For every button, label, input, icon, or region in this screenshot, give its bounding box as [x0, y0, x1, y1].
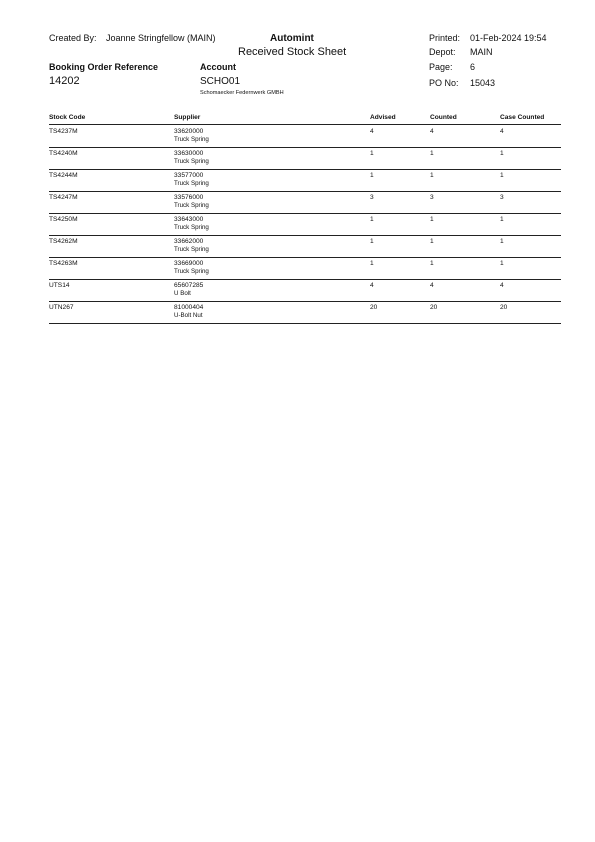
account-code: SCHO01 — [200, 76, 241, 87]
printed-value: 01-Feb-2024 19:54 — [470, 33, 547, 43]
counted-qty: 4 — [430, 282, 434, 289]
advised-qty: 3 — [370, 194, 374, 201]
counted-qty: 1 — [430, 260, 434, 267]
counted-qty: 1 — [430, 150, 434, 157]
item-description: Truck Spring — [174, 158, 209, 165]
stock-code: UTS14 — [49, 282, 70, 289]
account-label: Account — [200, 62, 236, 72]
item-description: Truck Spring — [174, 180, 209, 187]
counted-qty: 3 — [430, 194, 434, 201]
case-counted-qty: 1 — [500, 172, 504, 179]
column-header-supplier: Supplier — [174, 114, 201, 121]
case-counted-qty: 1 — [500, 260, 504, 267]
supplier-code: 33630000 — [174, 150, 204, 157]
table-row — [49, 301, 561, 324]
supplier-code: 81000404 — [174, 304, 204, 311]
case-counted-qty: 4 — [500, 282, 504, 289]
supplier-code: 33620000 — [174, 128, 204, 135]
item-description: Truck Spring — [174, 246, 209, 253]
case-counted-qty: 20 — [500, 304, 508, 311]
column-header-case-counted: Case Counted — [500, 114, 545, 121]
stock-code: TS4263M — [49, 260, 78, 267]
case-counted-qty: 3 — [500, 194, 504, 201]
supplier-code: 33669000 — [174, 260, 204, 267]
page-label: Page: — [429, 62, 453, 72]
po-value: 15043 — [470, 78, 496, 88]
supplier-code: 33576000 — [174, 194, 204, 201]
advised-qty: 4 — [370, 282, 374, 289]
stock-code: TS4244M — [49, 172, 78, 179]
table-row — [49, 279, 561, 302]
counted-qty: 4 — [430, 128, 434, 135]
item-description: Truck Spring — [174, 202, 209, 209]
company-name: Automint — [270, 33, 314, 44]
table-row — [49, 191, 561, 214]
stock-code: UTN267 — [49, 304, 74, 311]
supplier-code: 33662000 — [174, 238, 204, 245]
stock-code: TS4250M — [49, 216, 78, 223]
table-row — [49, 125, 561, 148]
table-row — [49, 169, 561, 192]
stock-code: TS4240M — [49, 150, 78, 157]
stock-code: TS4262M — [49, 238, 78, 245]
document-title: Received Stock Sheet — [238, 46, 347, 58]
advised-qty: 20 — [370, 304, 378, 311]
table-row — [49, 147, 561, 170]
booking-ref-label: Booking Order Reference — [49, 62, 159, 72]
supplier-code: 33577000 — [174, 172, 204, 179]
case-counted-qty: 1 — [500, 150, 504, 157]
table-row — [49, 213, 561, 236]
account-name: Schomaecker Federnwerk GMBH — [200, 90, 284, 96]
advised-qty: 1 — [370, 150, 374, 157]
item-description: Truck Spring — [174, 136, 209, 143]
item-description: U Bolt — [174, 290, 191, 297]
counted-qty: 1 — [430, 216, 434, 223]
stock-code: TS4247M — [49, 194, 78, 201]
advised-qty: 1 — [370, 216, 374, 223]
stock-code: TS4237M — [49, 128, 78, 135]
advised-qty: 1 — [370, 238, 374, 245]
counted-qty: 1 — [430, 238, 434, 245]
column-header-stock-code: Stock Code — [49, 114, 86, 121]
item-description: U-Bolt Nut — [174, 312, 203, 319]
po-label: PO No: — [429, 78, 459, 88]
page-value: 6 — [470, 62, 476, 72]
created-by-value: Joanne Stringfellow (MAIN) — [106, 33, 216, 43]
table-row — [49, 257, 561, 280]
created-by-label: Created By: — [49, 33, 97, 43]
supplier-code: 33643000 — [174, 216, 204, 223]
counted-qty: 1 — [430, 172, 434, 179]
printed-label: Printed: — [429, 33, 461, 43]
depot-label: Depot: — [429, 47, 456, 57]
advised-qty: 1 — [370, 172, 374, 179]
counted-qty: 20 — [430, 304, 438, 311]
depot-value: MAIN — [470, 47, 493, 57]
item-description: Truck Spring — [174, 224, 209, 231]
supplier-code: 65607285 — [174, 282, 204, 289]
case-counted-qty: 1 — [500, 216, 504, 223]
booking-ref-value: 14202 — [49, 75, 80, 87]
case-counted-qty: 4 — [500, 128, 504, 135]
table-row — [49, 235, 561, 258]
item-description: Truck Spring — [174, 268, 209, 275]
column-header-advised: Advised — [370, 114, 396, 121]
advised-qty: 4 — [370, 128, 374, 135]
column-header-counted: Counted — [430, 114, 457, 121]
advised-qty: 1 — [370, 260, 374, 267]
case-counted-qty: 1 — [500, 238, 504, 245]
